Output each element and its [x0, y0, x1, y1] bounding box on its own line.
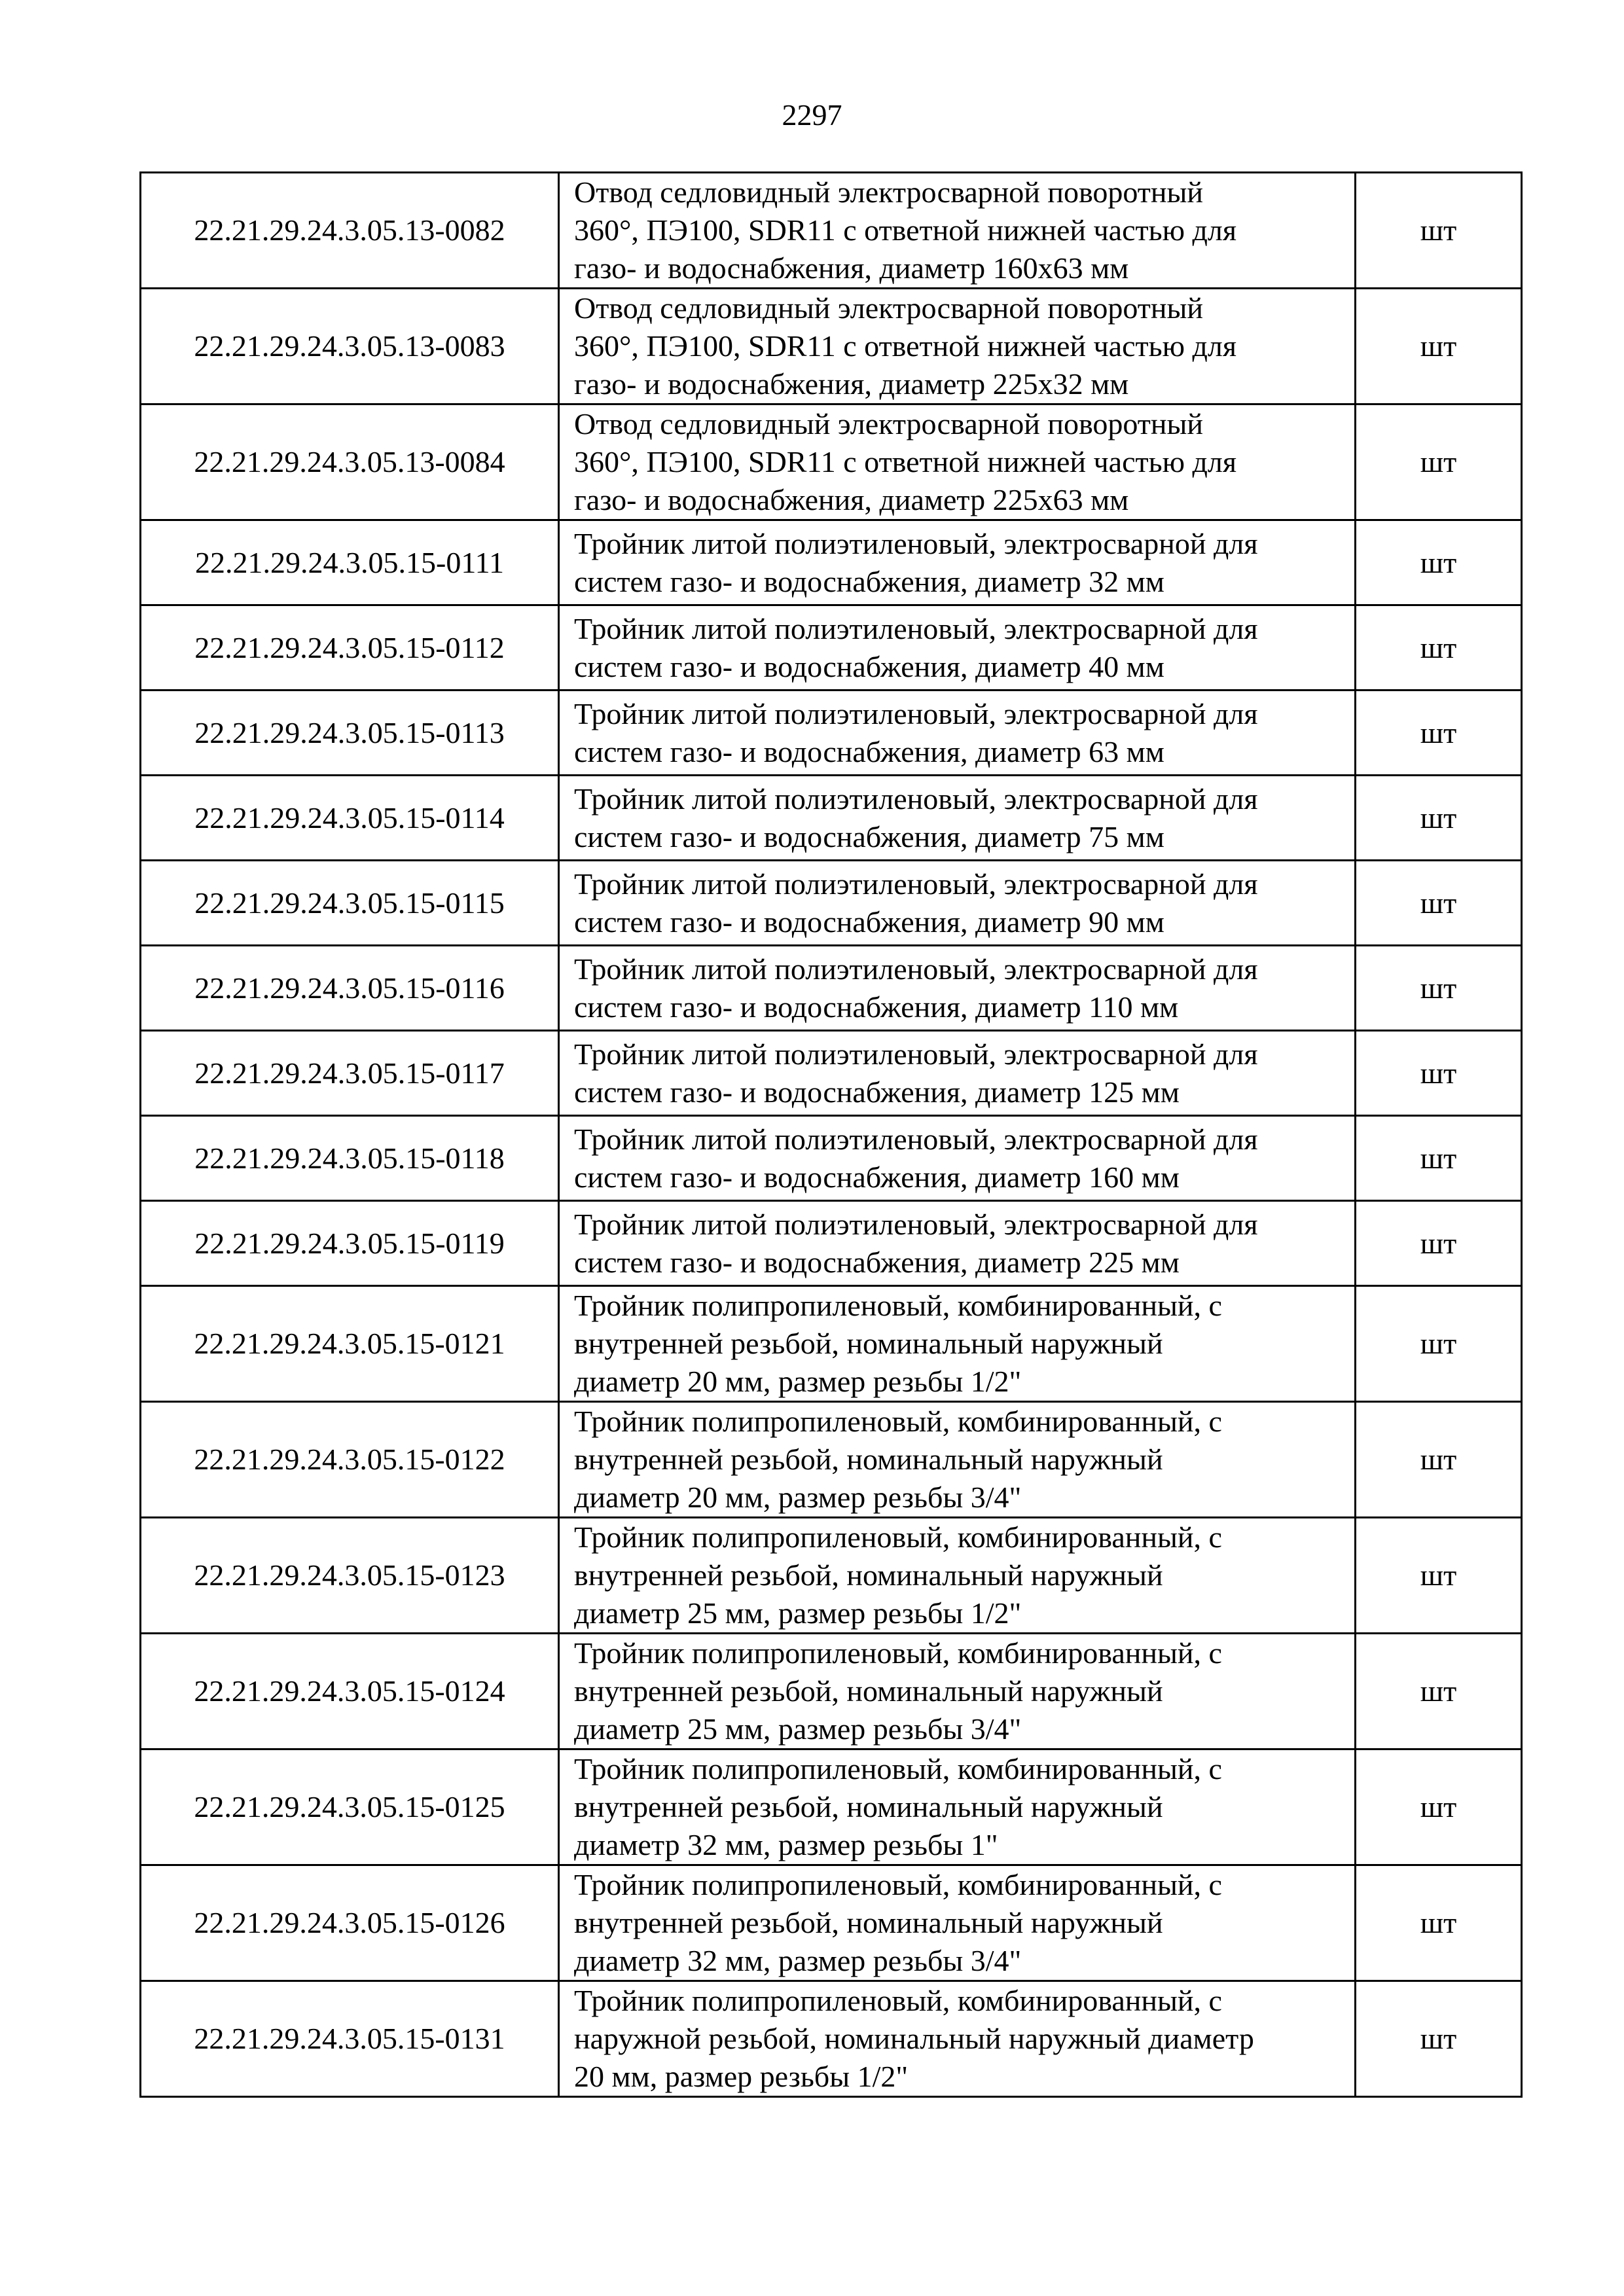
item-name-cell [559, 1634, 1356, 1749]
item-code-cell: 22.21.29.24.3.05.15-0112 [141, 605, 559, 691]
item-name-line: Тройник полипропиленовый, комбинированный, с [574, 1289, 1222, 1322]
item-name-line: внутренней резьбой, номинальный наружный [574, 1327, 1163, 1360]
item-name-cell [559, 1286, 1356, 1402]
item-name-line: систем газо- и водоснабжения, диаметр 90 мм [574, 905, 1164, 939]
item-code-cell: 22.21.29.24.3.05.13-0082 [141, 173, 559, 289]
item-name-line: Тройник полипропиленовый, комбинированный, с [574, 1405, 1222, 1438]
item-unit-cell: шт [1356, 1031, 1522, 1116]
item-name-line: диаметр 25 мм, размер резьбы 3/4" [574, 1712, 1022, 1746]
table-row [141, 404, 1522, 520]
item-unit-cell: шт [1356, 776, 1522, 861]
items-table [139, 171, 1523, 2098]
item-name-line: Тройник полипропиленовый, комбинированный, с [574, 1636, 1222, 1670]
item-code-cell: 22.21.29.24.3.05.15-0122 [141, 1402, 559, 1518]
item-name-cell [559, 861, 1356, 946]
item-unit-cell: шт [1356, 520, 1522, 605]
item-code-cell: 22.21.29.24.3.05.15-0126 [141, 1865, 559, 1981]
item-unit-cell: шт [1356, 1865, 1522, 1981]
table-row [141, 1286, 1522, 1402]
item-name-line: Тройник литой полиэтиленовый, электросварной для [574, 696, 1258, 730]
item-code-cell: 22.21.29.24.3.05.15-0119 [141, 1201, 559, 1286]
item-name-cell [559, 1981, 1356, 2097]
item-name-line: газо- и водоснабжения, диаметр 225х63 мм [574, 483, 1129, 516]
item-code-cell: 22.21.29.24.3.05.15-0117 [141, 1031, 559, 1116]
item-name-line: Тройник литой полиэтиленовый, электросварной для [574, 952, 1258, 986]
item-name-line: систем газо- и водоснабжения, диаметр 75 мм [574, 819, 1164, 853]
item-code-cell: 22.21.29.24.3.05.15-0123 [141, 1518, 559, 1634]
item-code-cell: 22.21.29.24.3.05.15-0125 [141, 1749, 559, 1865]
item-name-line: Тройник литой полиэтиленовый, электросварной для [574, 867, 1258, 901]
item-name-cell [559, 946, 1356, 1031]
item-code-cell: 22.21.29.24.3.05.15-0111 [141, 520, 559, 605]
item-name-line: систем газо- и водоснабжения, диаметр 40 мм [574, 649, 1164, 683]
item-name-line: диаметр 20 мм, размер резьбы 3/4" [574, 1480, 1022, 1514]
table-row [141, 1116, 1522, 1201]
item-unit-cell: шт [1356, 404, 1522, 520]
item-name-line: Тройник полипропиленовый, комбинированный, с [574, 1984, 1222, 2017]
item-unit-cell: шт [1356, 605, 1522, 691]
item-name-line: Тройник литой полиэтиленовый, электросварной для [574, 1037, 1258, 1071]
item-unit-cell: шт [1356, 1286, 1522, 1402]
item-name-line: Тройник полипропиленовый, комбинированный, с [574, 1520, 1222, 1554]
item-code-cell: 22.21.29.24.3.05.13-0084 [141, 404, 559, 520]
item-unit-cell: шт [1356, 1634, 1522, 1749]
item-name-line: 360°, ПЭ100, SDR11 с ответной нижней частью для [574, 445, 1236, 478]
item-name-line: Отвод седловидный электросварной поворотный [574, 291, 1204, 325]
item-name-line: внутренней резьбой, номинальный наружный [574, 1906, 1163, 1939]
item-name-line: систем газо- и водоснабжения, диаметр 110 мм [574, 990, 1179, 1024]
table-row [141, 173, 1522, 289]
item-name-line: 360°, ПЭ100, SDR11 с ответной нижней частью для [574, 213, 1236, 247]
item-name-cell [559, 1402, 1356, 1518]
item-unit-cell: шт [1356, 289, 1522, 404]
item-unit-cell: шт [1356, 946, 1522, 1031]
item-name-cell [559, 1518, 1356, 1634]
item-name-line: 20 мм, размер резьбы 1/2" [574, 2060, 909, 2093]
table-row [141, 289, 1522, 404]
item-name-line: газо- и водоснабжения, диаметр 225х32 мм [574, 367, 1129, 401]
item-name-line: систем газо- и водоснабжения, диаметр 125 мм [574, 1075, 1180, 1109]
item-unit-cell: шт [1356, 1402, 1522, 1518]
item-name-line: Тройник литой полиэтиленовый, электросварной для [574, 611, 1258, 645]
item-name-cell [559, 605, 1356, 691]
table-row [141, 691, 1522, 776]
item-name-cell [559, 691, 1356, 776]
item-name-line: внутренней резьбой, номинальный наружный [574, 1443, 1163, 1476]
item-name-line: Отвод седловидный электросварной поворотный [574, 175, 1204, 209]
item-name-cell [559, 1031, 1356, 1116]
item-name-line: внутренней резьбой, номинальный наружный [574, 1558, 1163, 1592]
table-row [141, 946, 1522, 1031]
item-unit-cell: шт [1356, 173, 1522, 289]
item-name-line: диаметр 25 мм, размер резьбы 1/2" [574, 1596, 1022, 1630]
item-name-cell [559, 289, 1356, 404]
item-name-cell [559, 1865, 1356, 1981]
item-name-cell [559, 776, 1356, 861]
item-name-line: Отвод седловидный электросварной поворотный [574, 407, 1204, 440]
item-name-cell [559, 1749, 1356, 1865]
item-name-cell [559, 1116, 1356, 1201]
item-name-line: систем газо- и водоснабжения, диаметр 225 мм [574, 1245, 1180, 1279]
item-code-cell: 22.21.29.24.3.05.15-0131 [141, 1981, 559, 2097]
item-name-line: систем газо- и водоснабжения, диаметр 63 мм [574, 734, 1164, 768]
item-name-line: газо- и водоснабжения, диаметр 160х63 мм [574, 251, 1129, 285]
item-code-cell: 22.21.29.24.3.05.15-0114 [141, 776, 559, 861]
item-name-line: диаметр 32 мм, размер резьбы 3/4" [574, 1944, 1022, 1977]
item-code-cell: 22.21.29.24.3.05.15-0116 [141, 946, 559, 1031]
page-number: 2297 [782, 98, 842, 132]
table-row [141, 1402, 1522, 1518]
table-row [141, 1201, 1522, 1286]
item-code-cell: 22.21.29.24.3.05.15-0118 [141, 1116, 559, 1201]
item-unit-cell: шт [1356, 1749, 1522, 1865]
item-unit-cell: шт [1356, 861, 1522, 946]
table-row [141, 1865, 1522, 1981]
item-name-line: диаметр 20 мм, размер резьбы 1/2" [574, 1365, 1022, 1398]
item-name-line: диаметр 32 мм, размер резьбы 1" [574, 1828, 998, 1861]
item-name-line: Тройник литой полиэтиленовый, электросварной для [574, 526, 1258, 560]
item-name-line: внутренней резьбой, номинальный наружный [574, 1674, 1163, 1708]
table-row [141, 861, 1522, 946]
table-row [141, 1981, 1522, 2097]
item-code-cell: 22.21.29.24.3.05.13-0083 [141, 289, 559, 404]
item-name-line: Тройник полипропиленовый, комбинированный, с [574, 1752, 1222, 1785]
table-row [141, 1031, 1522, 1116]
item-name-line: наружной резьбой, номинальный наружный диаметр [574, 2022, 1254, 2055]
item-name-cell [559, 404, 1356, 520]
table-row [141, 776, 1522, 861]
item-code-cell: 22.21.29.24.3.05.15-0124 [141, 1634, 559, 1749]
item-name-line: 360°, ПЭ100, SDR11 с ответной нижней частью для [574, 329, 1236, 363]
item-name-line: Тройник полипропиленовый, комбинированный, с [574, 1868, 1222, 1901]
item-name-cell [559, 1201, 1356, 1286]
item-code-cell: 22.21.29.24.3.05.15-0113 [141, 691, 559, 776]
item-code-cell: 22.21.29.24.3.05.15-0115 [141, 861, 559, 946]
item-unit-cell: шт [1356, 1518, 1522, 1634]
table-row [141, 1518, 1522, 1634]
item-name-cell [559, 173, 1356, 289]
item-unit-cell: шт [1356, 1201, 1522, 1286]
table-row [141, 1749, 1522, 1865]
item-unit-cell: шт [1356, 1981, 1522, 2097]
item-unit-cell: шт [1356, 691, 1522, 776]
table-row [141, 605, 1522, 691]
item-name-line: систем газо- и водоснабжения, диаметр 32 мм [574, 564, 1164, 598]
item-name-line: Тройник литой полиэтиленовый, электросварной для [574, 1122, 1258, 1156]
item-name-line: систем газо- и водоснабжения, диаметр 160 мм [574, 1160, 1180, 1194]
table-row [141, 1634, 1522, 1749]
item-code-cell: 22.21.29.24.3.05.15-0121 [141, 1286, 559, 1402]
item-name-cell [559, 520, 1356, 605]
item-name-line: Тройник литой полиэтиленовый, электросварной для [574, 781, 1258, 816]
item-unit-cell: шт [1356, 1116, 1522, 1201]
item-name-line: внутренней резьбой, номинальный наружный [574, 1790, 1163, 1823]
items-table-body [141, 173, 1522, 2097]
table-row [141, 520, 1522, 605]
item-name-line: Тройник литой полиэтиленовый, электросварной для [574, 1207, 1258, 1241]
